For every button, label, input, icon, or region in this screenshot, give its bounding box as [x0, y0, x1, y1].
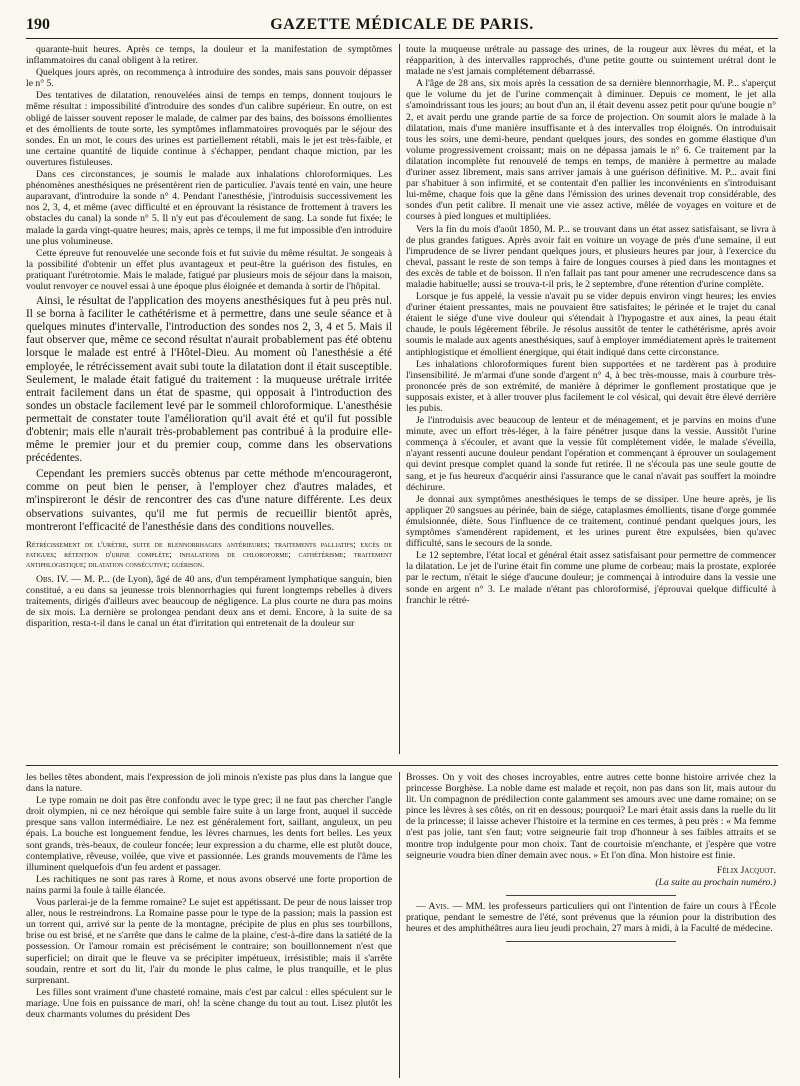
continuation-note: (La suite au prochain numéro.) [655, 876, 776, 888]
paragraph: les belles têtes abondent, mais l'expression de joli minois n'existe pas plus dans la langue que dans la nature. [26, 772, 392, 795]
paragraph: Vers la fin du mois d'août 1850, M. P... se trouvant dans un état assez satisfaisant, se livra à de plus grandes fatigues. Après avoir fait en voiture un voyage de près d'une semaine, il eut l'imprudence de se livrer pendant quelques jours, et plusieurs heures par jour, à l'exercice du cheval, passant le reste de son temps à faire de longues courses à pied dans les montagnes et des excès de table et de boisson. Il n'en fallait pas tant pour amener une recrudescence dans sa maladie habituelle; aussi se trouva-t-il pris, le 2 septembre, d'une rétention d'urine complète. [406, 223, 776, 290]
paragraph: Je donnai aux symptômes anesthésiques le temps de se dissiper. Une heure après, je lis appliquer 20 sangsues au périnée, bain de siége, cataplasmes émollients, tisane d'orge gommée émulsionnée, diète. Sous l'influence de ce traitement, continué pendant quelques jours, les symptômes s'amendèrent rapidement, et les urines purent être expulsées, bien qu'avec difficulté, sans le secours de la sonde. [406, 493, 776, 550]
page-header [26, 16, 778, 39]
paragraph: Les rachitiques ne sont pas rares à Rome, et nous avons observé une forte proportion de nains parmi la foule à taille élancée. [26, 873, 392, 896]
paragraph: quarante-huit heures. Après ce temps, la douleur et la manifestation de symptômes inflammatoires du canal obligent à la retirer. [26, 44, 392, 67]
paragraph: A l'âge de 28 ans, six mois après la cessation de sa dernière blennorrhagie, M. P... s'aperçut que le volume du jet de l'urine commençait à diminuer. Depuis ce moment, le jet alla s'amoindrissant tous les jours; au bout d'un an, il était devenu assez petit pour qu'une bougie n° 2, et avait perdu une grande partie de sa force de projection. On soumit alors le malade à la dilatation, mais d'une manière insuffisante et à des intervalles trop éloignés. On introduisait tous les soirs, une demi-heure, pendant quelques jours, des sondes en gomme élastique d'un volume progressivement croissant; mais on ne dépassa jamais le n° 6. Ce traitement par la dilatation incomplète fut renouvelé de temps en temps, de manière à permettre au malade d'uriner assez librement, mais sans arriver jamais à une guérison définitive. M. P... avait fini par s'habituer à son infirmité, et se contentait d'en pallier les inconvénients en s'introduisant lui-même, chaque fois que la gêne dans l'émission des urines devenait trop considérable, des sondes d'un petit calibre. Il menait une vie assez active, mêlée de voyages en voiture et de courses à pied longues et multipliées. [406, 78, 776, 223]
observation-paragraph [26, 574, 392, 629]
paragraph: Lorsque je fus appelé, la vessie n'avait pu se vider depuis environ vingt heures; les envies d'uriner étaient pressantes, mais ne pouvaient être satisfaites; le périnée et le trajet du canal étaient le siége d'une vive douleur qui s'étendait à l'hypogastre et aux aines, la peau était chaude, le pouls légèrement fébrile. Je résolus aussitôt de tenter le cathétérisme, après avoir soumis le malade aux agents anesthésiques, sauf à employer immédiatement après le traitement antiphlogistique et émollient énergique, qui était indiqué dans cette circonstance. [406, 291, 776, 358]
paragraph: Brosses. On y voit des choses incroyables, entre autres cette bonne histoire arrivée chez la princesse Borghèse. La noble dame est malade et reçoit, non pas dans son lit, mais autour du lit. Un compagnon de prédilection conte galamment ses amours avec une dame romaine; on se pince les lèvres à ses côtés, on rit en dessous; pourquoi? Le mari était assis dans la ruelle du lit de la princesse; il laisse achever l'histoire et la termine en ces termes, à peu près : « Ma femme n'est pas jolie, tant s'en faut; votre seigneurie fait trop d'honneur à ses faibles attraits et se montre trop indulgente pour mon choix. Tant de courtoisie m'enchante, et j'espère que votre seigneurie voudra bien dîner demain avec nous. » Et l'on dîna. Mon histoire est finie. [406, 772, 776, 861]
paragraph: Je l'introduisis avec beaucoup de lenteur et de ménagement, et je parvins en moins d'une minute, avec un effort très-léger, à la faire pénétrer jusque dans la vessie. Aussitôt l'urine commença à s'écouler, et avant que la vessie fût complétement vidée, le malade s'éveilla, n'ayant ressenti aucune douleur pendant l'opération et commençant à éprouver un soulagement qui devint presque complet quand la sonde fut retirée. Il ne s'écoula pas une seule goutte de sang, et je fus heureux d'acquérir ainsi l'assurance que le canal n'avait pas souffert la moindre déchirure. [406, 415, 776, 493]
article-column-left-top [26, 44, 392, 758]
feuilleton-divider [26, 765, 778, 766]
notice-paragraph [406, 901, 776, 934]
paragraph: Cette épreuve fut renouvelée une seconde fois et fut suivie du même résultat. Je songeais à la possibilité d'obtenir un effet plus avantageux et peut-être la guérison des fistules, en pratiquant l'urétrotomie. Mais le malade, fatigué par plusieurs mois de séjour dans la maison, voulut renvoyer ce nouvel essai à une époque plus éloignée et demanda à sortir de l'hôpital. [26, 247, 392, 292]
column-divider [399, 44, 400, 754]
paragraph: Quelques jours après, on recommença à introduire des sondes, mais sans pouvoir dépasser le n° 5. [26, 67, 392, 90]
author-signature: Félix Jacquot. [716, 864, 776, 876]
paragraph: Cependant les premiers succès obtenus par cette méthode m'encourageront, comme on peut bien le penser, à l'employer chez d'autres malades, et m'inspireront le désir de rencontrer des cas d'une nature différente. Les deux observations suivantes, qu'il me fut permis de recueillir bientôt après, montreront l'efficacité de l'anesthésie dans des conditions nouvelles. [26, 468, 392, 533]
journal-title: GAZETTE MÉDICALE DE PARIS. [270, 16, 534, 33]
notice-text: MM. les professeurs particuliers qui ont l'intention de faire un cours à l'École pratique, pendant le semestre de l'été, sont prévenus que la réunion pour la distribution des heures et des amphithéâtres aura lieu jeudi prochain, 27 mars à midi, à la Faculté de médecine. [406, 900, 776, 935]
paragraph: Les inhalations chloroformiques furent bien supportées et ne tardèrent pas à produire l'insensibilité. Je m'armai d'une sonde d'argent n° 4, à bec très-mousse, mais à courbure très-prononcée près de son extrémité, de manière à déprimer le gonflement prostatique que je supposais exister, et à aller trouver plus facilement le col vésical, qui devait être élevé derrière les pubis. [406, 358, 776, 414]
column-divider [399, 772, 400, 1078]
paragraph: Les filles sont vraiment d'une chasteté romaine, mais c'est par calcul : elles spéculent sur le mariage. Une fois en puissance de mari, oh! la scène change du tout au tout. Lisez plutôt les deux charmants volumes du président Des [26, 986, 392, 1020]
observation-text: M. P... (de Lyon), âgé de 40 ans, d'un tempérament lymphatique sanguin, bien constitué, a eu dans sa jeunesse trois blennorrhagies qui furent longtemps rebelles à divers traitements, dirigés d'ailleurs avec beaucoup de négligence. La plus courte ne dura pas moins de six mois. La dernière se prolongea pendant deux ans et demi. Encore, à la suite de sa disparition, resta-t-il dans le canal un état d'irritation qui entretenait de la douleur sur [26, 573, 392, 630]
article-column-right-top [406, 44, 776, 758]
paragraph: Dans ces circonstances, je soumis le malade aux inhalations chloroformiques. Les phénomènes anesthésiques ne présentèrent rien de particulier. J'avais tenté en vain, une heure auparavant, d'introduire la sonde n° 4. Pendant l'anesthésie, j'introduisis successivement les nos 2, 3, 4, et même (avec difficulté et en éprouvant la résistance de frottement à travers les obstacles du canal) la sonde n° 5. Il n'y eut pas d'écoulement de sang. La sonde fut fixée; le malade la garda vingt-quatre heures; mais, après ce temps, il me fut impossible d'en introduire une plus volumineuse. [26, 169, 392, 247]
observation-heading-text: Rétrécissement de l'urètre, suite de blennorrhagies antérieures; traitements palliatifs; excès de fatigues; rétention d'urine complète; inhalations de chloroforme; cathétérisme; traitement antiphlogistique; dilatation consécutive; guérison. [26, 538, 392, 570]
paragraph: toute la muqueuse urétrale au passage des urines, de la rougeur aux lèvres du méat, et la réapparition, à des intervalles rapprochés, d'une petite goutte ou suintement urétral dont le malade ne s'est jamais complétement débarrassé. [406, 44, 776, 78]
observation-heading [26, 539, 392, 570]
feuilleton-column-right [406, 772, 776, 1078]
notice-label: — Avis. — [416, 900, 463, 912]
page-number: 190 [26, 16, 50, 33]
section-separator [506, 895, 676, 896]
paragraph: Le 12 septembre, l'état local et général était assez satisfaisant pour permettre de commencer la dilatation. Le jet de l'urine était fin comme une plume de corbeau; mais la prostate, explorée par le rectum, n'était le siége d'aucune douleur; je commençai à introduire dans la vessie une sonde en argent n° 3. Le malade n'étant pas chloroformisé, j'éprouvai quelque difficulté à franchir le rétré- [406, 550, 776, 606]
section-separator [506, 941, 676, 942]
paragraph: Le type romain ne doit pas être confondu avec le type grec; il ne faut pas chercher l'angle droit olympien, ni ce nez héroïque qui semble faire suite à un large front, auquel il succède presque sans vallon intermédiaire. Le nez est généralement fort, saillant, anguleux, un peu épais. La bouche est longuement fendue, les lèvres charnues, les dents fort belles. Les yeux sont grands, très-beaux, de couleur foncée; leur expression a du charme, elle est plutôt douce, contemplative, rêveuse, voilée, que vive et passionnée. Les grands mouvements de l'âme les illuminent quelquefois d'un feu ardent et passager. [26, 795, 392, 873]
paragraph: Des tentatives de dilatation, renouvelées ainsi de temps en temps, donnent toujours le même résultat : impossibilité d'introduire des sondes d'un calibre supérieur. En outre, on est obligé de laisser souvent reposer le malade, de calmer par des bains, des boissons émollientes et des émollients de toute sorte, les symptômes inflammatoires provoqués par le séjour des sondes. En un mot, le cours des urines est partiellement rétabli, mais le jet est très-faible, et une certaine quantité de liquide continue à s'échapper, pendant chaque miction, par les ouvertures fistuleuses. [26, 90, 392, 168]
paragraph: Vous parlerai-je de la femme romaine? Le sujet est appétissant. De peur de nous laisser trop aller, nous le restreindrons. La Romaine passe pour le type de la passion; mais la passion est un torrent qui, arrivé sur la pente de la montagne, précipite de plus en plus ses tourbillons, brise ou est brisé, et ne s'arrête que dans le calme de la plaine, c'est-à-dire dans la satiété de la possession. Or l'amour romain est précisément le contraire; son bouillonnement n'est que superficiel; on dirait que le fleuve va se précipiter impétueux, irrésistible; mais il s'arrête soudain, rentre et sort du lit, l'air du monde le plus calme, le plus tranquille, et le plus surprenant. [26, 897, 392, 986]
observation-label: Obs. IV. — [36, 573, 81, 585]
feuilleton-column-left [26, 772, 392, 1078]
paragraph: Ainsi, le résultat de l'application des moyens anesthésiques fut à peu près nul. Il se borna à faciliter le cathétérisme et à permettre, dans une seule séance et à quelques minutes d'intervalle, l'introduction des sondes nos 2, 3, 4 et 5. Mais il faut observer que, même ce second résultat n'aurait probablement pas été obtenu lorsque le malade est entré à l'Hôtel-Dieu. Au moment où l'anesthésie a été employée, le rétrécissement avait subi toute la dilatation dont il était susceptible. Seulement, le malade était fatigué du traitement : la muqueuse urétrale irritée entrait facilement dans un état de spasme, qui opposait à l'introduction des sondes un obstacle facilement levé par le sommeil chloroformique. L'anesthésie permettait de constater toute l'amélioration qu'il avait été et qu'il fut possible d'obtenir; mais elle n'aurait très-probablement pas contribué à la produire elle-même le premier jour et du premier coup, comme dans les observations précédentes. [26, 295, 392, 465]
